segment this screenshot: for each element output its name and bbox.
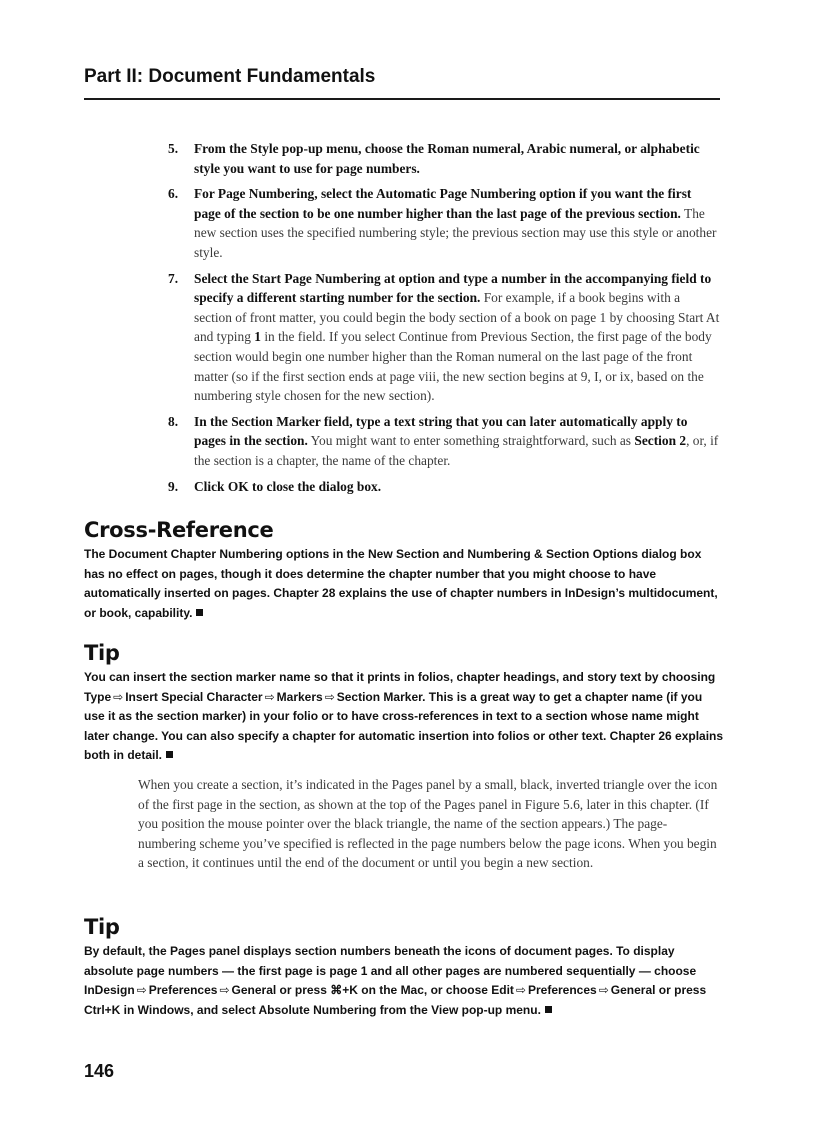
tip-text-part: By default, the Pages panel displays section numbers beneath the icons of document pages. To display absolute page numbers — the first page is page 1 and all other pages are numbered sequentially — choose InDesign xyxy=(84,944,697,997)
tip-text-part: Preferences xyxy=(148,983,218,997)
step-9 xyxy=(168,477,720,497)
menu-arrow-icon: ⇨ xyxy=(515,983,526,997)
menu-arrow-icon: ⇨ xyxy=(136,983,147,997)
tip-text-part: Preferences xyxy=(527,983,597,997)
step-lead: Click OK to close the dialog box. xyxy=(194,478,382,494)
end-mark-icon xyxy=(166,751,173,758)
step-text: For example, if a book begins with a section of front matter, you could begin the body section of a book on page 1 by choosing Start At and typing xyxy=(194,290,720,345)
menu-arrow-icon: ⇨ xyxy=(324,689,335,704)
step-8 xyxy=(168,412,720,471)
tip-text-part: Markers xyxy=(276,689,323,704)
tip-text-part: Section Marker. This is a great way to get a chapter name (if you use it as the section marker) in your folio or to have cross-references in text to a section whose name might later change. You can also specify a chapter for automatic insertion into folios or other text. Chapter 26 explains both in detail. xyxy=(84,689,724,762)
step-number: 9. xyxy=(168,478,179,494)
cross-reference-body: The Document Chapter Numbering options in the New Section and Numbering & Section Options dialog box has no effect on pages, though it does determine the chapter number that you might choose to have automatically inserted on pages. Chapter 28 explains the use of chapter numbers in InDesign’s multidocument, or book, capability. xyxy=(84,547,718,620)
tip-text-part: You can insert the section marker name so that it prints in folios, chapter headings, and story text by choosing Type xyxy=(84,670,716,704)
step-number: 6. xyxy=(168,186,179,202)
tip-text-part: Insert Special Character xyxy=(125,689,263,704)
step-number: 5. xyxy=(168,141,179,156)
end-mark-icon xyxy=(196,609,203,616)
step-6 xyxy=(168,184,720,262)
running-header: Part II: Document Fundamentals xyxy=(84,66,376,87)
tip-heading: Tip xyxy=(84,915,120,939)
menu-arrow-icon: ⇨ xyxy=(598,983,609,997)
body-paragraph: When you create a section, it’s indicated in the Pages panel by a small, black, inverted triangle over the icon of the first page in the section, as shown at the top of the Pages panel in Figure 5.6, later in this chapter. (If you position the mouse pointer over the black triangle, the name of the section appears.) The page-numbering scheme you’ve specified is reflected in the page numbers below the page icons. When you begin a section, it continues until the end of the document or until you begin a new section. xyxy=(138,777,718,871)
step-lead: In the Section Marker field, type a text string that you can later automatically apply to pages in the section. xyxy=(194,413,688,449)
menu-arrow-icon: ⇨ xyxy=(219,983,230,997)
tip-box-2 xyxy=(84,915,724,1020)
step-text: You might want to enter something straightforward, such as xyxy=(307,433,635,449)
tip-text xyxy=(84,942,724,1020)
cross-reference-box xyxy=(84,518,724,623)
tip-text xyxy=(84,668,724,766)
step-lead: Select the Start Page Numbering at option and type a number in the accompanying field to specify a different starting number for the section. xyxy=(194,270,712,306)
tip-heading: Tip xyxy=(84,641,120,665)
cross-reference-heading: Cross-Reference xyxy=(84,518,274,542)
tip-box-1 xyxy=(84,641,724,766)
header-rule xyxy=(84,98,720,100)
menu-arrow-icon: ⇨ xyxy=(113,689,124,704)
step-text: The new section uses the specified numbering style; the previous section may use this style or another style. xyxy=(194,205,717,260)
numbered-steps xyxy=(168,139,720,502)
step-text: , or, if the section is a chapter, the name of the chapter. xyxy=(194,433,719,468)
step-emphasis: 1 xyxy=(254,329,261,345)
step-emphasis: Section 2 xyxy=(634,433,687,449)
step-number: 7. xyxy=(168,270,179,286)
tip-text-part: General or press ⌘+K on the Mac, or choose Edit xyxy=(231,983,514,997)
step-number: 8. xyxy=(168,413,179,429)
tip-text-part: General or press Ctrl+K in Windows, and select Absolute Numbering from the View pop-up menu. xyxy=(84,983,707,1017)
step-lead: For Page Numbering, select the Automatic Page Numbering option if you want the first page of the section to be one number higher than the last page of the previous section. xyxy=(194,186,692,221)
page-number: 146 xyxy=(84,1061,115,1081)
end-mark-icon xyxy=(545,1006,552,1013)
step-5 xyxy=(168,139,720,178)
step-lead: From the Style pop-up menu, choose the Roman numeral, Arabic numeral, or alphabetic style you want to use for page numbers. xyxy=(194,141,700,176)
step-text: in the field. If you select Continue from Previous Section, the first page of the body section would begin one number higher than the Roman numeral on the last page of the front matter (so if the first section ends at page viii, the new section begins at 9, I, or ix, based on the numbering style chosen for the new section). xyxy=(194,329,712,404)
cross-reference-text xyxy=(84,545,724,623)
menu-arrow-icon: ⇨ xyxy=(264,689,275,704)
step-7 xyxy=(168,269,720,406)
